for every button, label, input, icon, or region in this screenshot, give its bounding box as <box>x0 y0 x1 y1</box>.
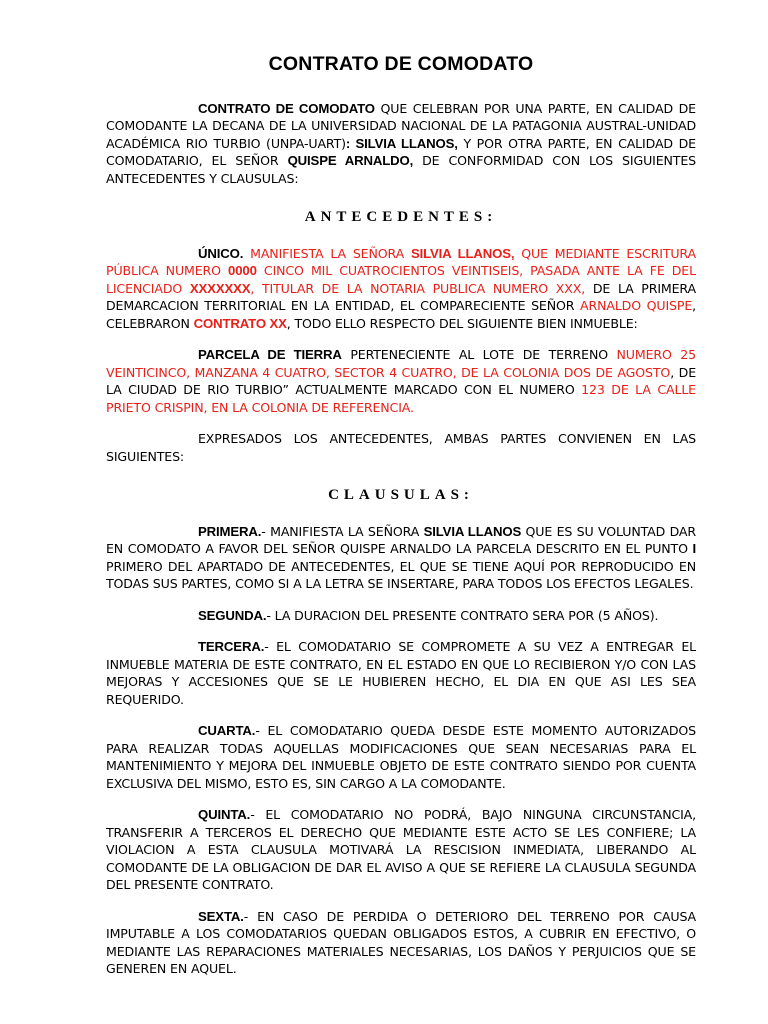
unico-name: SILVIA LLANOS, <box>410 245 515 261</box>
intro-paragraph <box>106 100 696 188</box>
unico-red-4: , TITULAR DE LA NOTARIA PUBLICA NUMERO XXX, <box>250 280 586 296</box>
intro-text-2: Y POR OTRA PARTE, EN CALIDAD DE COMODATARIO, EL SEÑOR <box>106 135 696 168</box>
primera-text-2: QUE ES SU VOLUNTAD DAR EN COMODATO A FAVOR DEL SEÑOR QUISPE ARNALDO LA PARCELA DESCRITO EN EL PUNTO <box>106 523 696 556</box>
primera-name: SILVIA LLANOS <box>423 523 522 539</box>
cuarta-text: - EL COMODATARIO QUEDA DESDE ESTE MOMENTO AUTORIZADOS PARA REALIZAR TODAS AQUELLAS MODIFICACIONES QUE SEAN NECESARIAS PARA EL MANTENIMIENTO Y MEJORA DEL INMUEBLE OBJETO DE ESTE CONTRATO SIENDO POR CUENTA EXCLUSIVA DEL MISMO, ESTO ES, SIN CARGO A LA COMODANTE. <box>106 723 696 791</box>
parcela-text-2: , DE LA CIUDAD DE RIO TURBIO” ACTUALMENTE MARCADO CON EL NUMERO <box>106 364 697 397</box>
clausula-primera <box>106 523 696 593</box>
quinta-text: - EL COMODATARIO NO PODRÁ, BAJO NINGUNA CIRCUNSTANCIA, TRANSFERIR A TERCEROS EL DERECHO QUE MEDIANTE ESTE ACTO SE LES CONFIERE; LA VIOLACION A ESTA CLAUSULA MOTIVARÁ LA RESCISION INMEDIATA, LIBERANDO AL COMODANTE DE LA OBLIGACION DE DAR EL AVISO A QUE SE REFIERE LA CLAUSULA SEGUNDA DEL PRESENTE CONTRATO. <box>106 807 696 892</box>
unico-paragraph <box>106 245 696 333</box>
primera-label: PRIMERA. <box>198 523 262 539</box>
unico-red-1: MANIFIESTA LA SEÑORA <box>243 245 411 261</box>
unico-text-3: , TODO ELLO RESPECTO DEL SIGUIENTE BIEN INMUEBLE: <box>286 315 638 331</box>
intro-text-3: DE CONFORMIDAD CON LOS SIGUIENTES ANTECEDENTES Y CLAUSULAS: <box>106 153 696 186</box>
parcela-lote-details: NUMERO 25 VEINTICINCO, MANZANA 4 CUATRO, SECTOR 4 CUATRO, DE LA COLONIA DOS DE AGOSTO <box>106 347 696 380</box>
parcela-address: 123 DE LA CALLE PRIETO CRISPIN, EN LA COLONIA DE REFERENCIA. <box>106 382 696 415</box>
unico-contrato: CONTRATO XX <box>193 315 287 331</box>
clausula-quinta <box>106 806 696 894</box>
tercera-label: TERCERA. <box>198 639 265 654</box>
segunda-text: - LA DURACION DEL PRESENTE CONTRATO SERA POR (5 AÑOS). <box>266 607 659 623</box>
sexta-label: SEXTA. <box>198 908 244 924</box>
intro-text-1: QUE CELEBRAN POR UNA PARTE, EN CALIDAD DE COMODANTE LA DECANA DE LA UNIVERSIDAD NACIONAL DE LA PATAGONIA AUSTRAL-UNIDAD ACADÉMICA RIO TURBIO (UNPA-UART) <box>106 100 696 151</box>
clausula-tercera <box>106 638 696 708</box>
unico-red-3: CINCO MIL CUATROCIENTOS VEINTISEIS, PASADA ANTE LA FE DEL LICENCIADO <box>106 263 696 296</box>
primera-text-3: PRIMERO DEL APARTADO DE ANTECEDENTES, EL QUE SE TIENE AQUÍ POR REPRODUCIDO EN TODAS SUS PARTES, COMO SI A LA LETRA SE INSERTARE, PARA TODOS LOS EFECTOS LEGALES. <box>106 558 696 591</box>
clausula-cuarta <box>106 722 696 792</box>
intro-comodatario-name: QUISPE ARNALDO, <box>287 153 414 168</box>
clausulas-heading: CLAUSULAS: <box>328 487 474 503</box>
clausula-sexta <box>106 908 696 978</box>
parcela-label: PARCELA DE TIERRA <box>198 347 342 362</box>
unico-compareciente-name: ARNALDO QUISPE <box>580 298 693 313</box>
antecedentes-heading: ANTECEDENTES: <box>304 209 498 225</box>
cuarta-label: CUARTA. <box>198 723 256 738</box>
intro-colon: : <box>345 135 356 151</box>
unico-label: ÚNICO. <box>198 245 244 261</box>
intro-comodante-name: SILVIA LLANOS, <box>355 135 458 151</box>
unico-escritura-number: 0000 <box>228 263 257 278</box>
document-title: CONTRATO DE COMODATO <box>268 53 534 75</box>
unico-text-2: , CELEBRARON <box>106 298 696 331</box>
quinta-label: QUINTA. <box>198 807 251 822</box>
segunda-label: SEGUNDA. <box>198 607 267 623</box>
intro-lead: CONTRATO DE COMODATO <box>198 100 375 116</box>
unico-red-2: QUE MEDIANTE ESCRITURA PÚBLICA NUMERO <box>106 245 696 278</box>
primera-punto: I <box>692 541 696 556</box>
tercera-text: - EL COMODATARIO SE COMPROMETE A SU VEZ A ENTREGAR EL INMUEBLE MATERIA DE ESTE CONTRATO, EN EL ESTADO EN QUE LO RECIBIERON Y/O CON LAS MEJORAS Y ACCESIONES QUE SE LE HUBIEREN HECHO, EL DIA EN QUE ASI LES SEA REQUERIDO. <box>106 639 696 707</box>
document-page <box>106 53 697 992</box>
unico-licenciado: XXXXXXX <box>189 280 251 296</box>
sexta-text: - EN CASO DE PERDIDA O DETERIORO DEL TERRENO POR CAUSA IMPUTABLE A LOS COMODATARIOS QUEDAN OBLIGADOS ESTOS, A CUBRIR EN EFECTIVO, O MEDIANTE LAS REPARACIONES MATERIALES NECESARIAS, LOS DAÑOS Y PERJUICIOS QUE SE GENEREN EN AQUEL. <box>106 908 696 976</box>
primera-text-1: - MANIFIESTA LA SEÑORA <box>261 523 424 539</box>
expresados-paragraph: EXPRESADOS LOS ANTECEDENTES, AMBAS PARTES CONVIENEN EN LAS SIGUIENTES: <box>106 431 696 464</box>
parcela-text-1: PERTENECIENTE AL LOTE DE TERRENO <box>341 347 617 362</box>
parcela-paragraph <box>106 346 696 416</box>
clausula-segunda <box>106 607 696 625</box>
unico-text-1: DE LA PRIMERA DEMARCACION TERRITORIAL EN LA ENTIDAD, EL COMPARECIENTE SEÑOR <box>106 280 696 313</box>
